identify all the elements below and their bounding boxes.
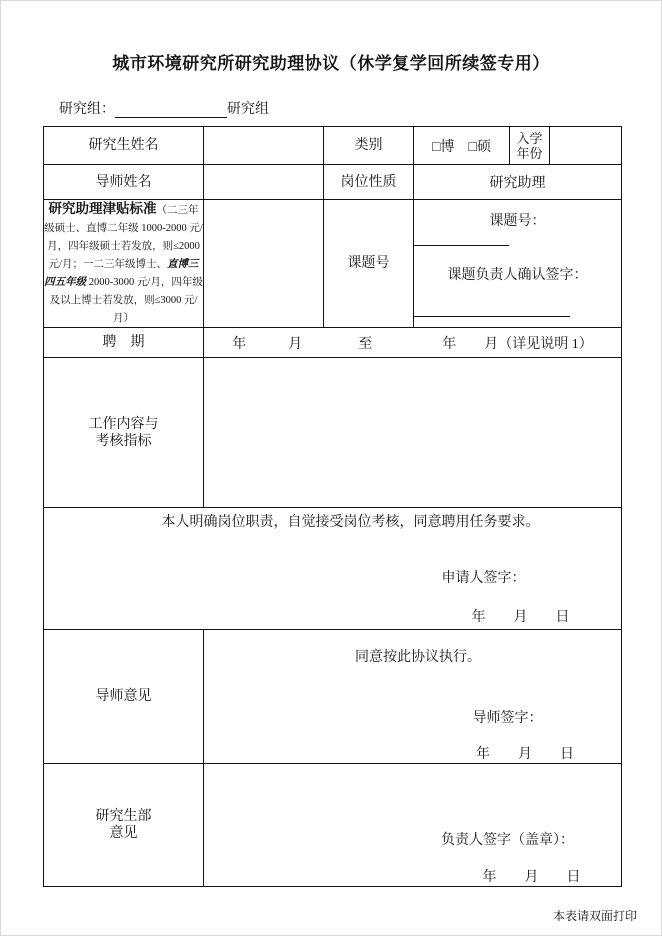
enroll-year-field[interactable] xyxy=(550,127,622,165)
applicant-date-line[interactable]: 年 月 日 xyxy=(471,610,570,625)
work-content-field[interactable] xyxy=(204,358,622,508)
work-content-label xyxy=(44,358,204,508)
stipend-standard-title: 研究助理津贴标准 xyxy=(48,201,157,216)
research-group-line xyxy=(59,98,661,118)
table-row xyxy=(44,127,622,165)
research-group-input-line[interactable] xyxy=(115,103,227,118)
research-group-suffix: 研究组 xyxy=(227,102,269,117)
enroll-year-label-line1: 入学 xyxy=(516,130,543,146)
category-checkboxes[interactable]: □博 □硕 xyxy=(414,127,510,165)
position-type-value: 研究助理 xyxy=(414,165,622,200)
table-row xyxy=(44,764,622,887)
applicant-commitment-cell xyxy=(44,508,622,630)
work-content-label-line1: 工作内容与 xyxy=(88,416,159,432)
category-label: 类别 xyxy=(324,127,414,165)
advisor-date-line[interactable]: 年 月 日 xyxy=(476,747,574,762)
advisor-name-field[interactable] xyxy=(204,165,324,200)
table-row xyxy=(44,358,622,508)
stipend-amount-field[interactable] xyxy=(204,200,324,328)
project-number-prompt: 课题号： xyxy=(489,214,546,229)
term-dates-field[interactable]: 年 月 至 年 月（详见说明 1） xyxy=(204,328,622,358)
enroll-year-label xyxy=(510,127,550,165)
student-name-label: 研究生姓名 xyxy=(44,127,204,165)
agreement-table xyxy=(43,126,622,887)
page-title: 城市环境研究所研究助理协议（休学复学回所续签专用） xyxy=(112,54,550,73)
dept-date-line[interactable]: 年 月 日 xyxy=(482,870,581,885)
advisor-opinion-content: 同意按此协议执行。 xyxy=(355,650,481,665)
advisor-opinion-label: 导师意见 xyxy=(44,630,204,764)
applicant-statement: 本人明确岗位职责，自觉接受岗位考核，同意聘用任务要求。 xyxy=(161,515,540,530)
position-type-label: 岗位性质 xyxy=(324,165,414,200)
applicant-signature-label[interactable]: 申请人签字： xyxy=(441,571,526,586)
project-leader-confirm-label: 课题负责人确认签字： xyxy=(447,268,588,283)
student-name-field[interactable] xyxy=(204,127,324,165)
project-number-input-line[interactable] xyxy=(414,245,509,246)
print-instruction-note: 本表请双面打印 xyxy=(552,909,637,923)
grad-dept-label-line2: 意见 xyxy=(109,826,138,841)
term-label: 聘 期 xyxy=(44,328,204,358)
stipend-detail-emphasis: 直博三四五年级 xyxy=(44,259,199,288)
work-content-label-line2: 考核指标 xyxy=(95,433,152,449)
project-number-label: 课题号 xyxy=(324,200,414,328)
table-row xyxy=(44,165,622,200)
grad-dept-opinion-cell xyxy=(204,764,622,887)
grad-dept-opinion-label xyxy=(44,764,204,887)
table-row xyxy=(44,328,622,358)
grad-dept-label-line1: 研究生部 xyxy=(95,809,152,824)
stipend-standard-cell xyxy=(44,200,204,328)
research-group-label: 研究组： xyxy=(59,102,115,117)
table-row xyxy=(44,630,622,764)
stipend-detail-text: （二三年级硕士、直博二年级 1000-2000 元/月，四年级硕士若发放，则≤2000 元/月；一二三年级博士、 xyxy=(44,205,203,270)
table-row xyxy=(44,200,622,328)
advisor-name-label: 导师姓名 xyxy=(44,165,204,200)
table-row xyxy=(44,508,622,630)
stipend-detail-text: 2000-3000 元/月，四年级及以上博士若发放，则≤3000 元/月） xyxy=(49,277,203,324)
advisor-opinion-cell xyxy=(204,630,622,764)
project-number-cell xyxy=(414,200,622,328)
project-leader-signature-line[interactable] xyxy=(414,316,570,317)
advisor-signature-label[interactable]: 导师签字： xyxy=(472,711,543,726)
enroll-year-label-line2: 年份 xyxy=(516,145,543,161)
dept-head-signature-label[interactable]: 负责人签字（盖章）： xyxy=(441,833,574,848)
